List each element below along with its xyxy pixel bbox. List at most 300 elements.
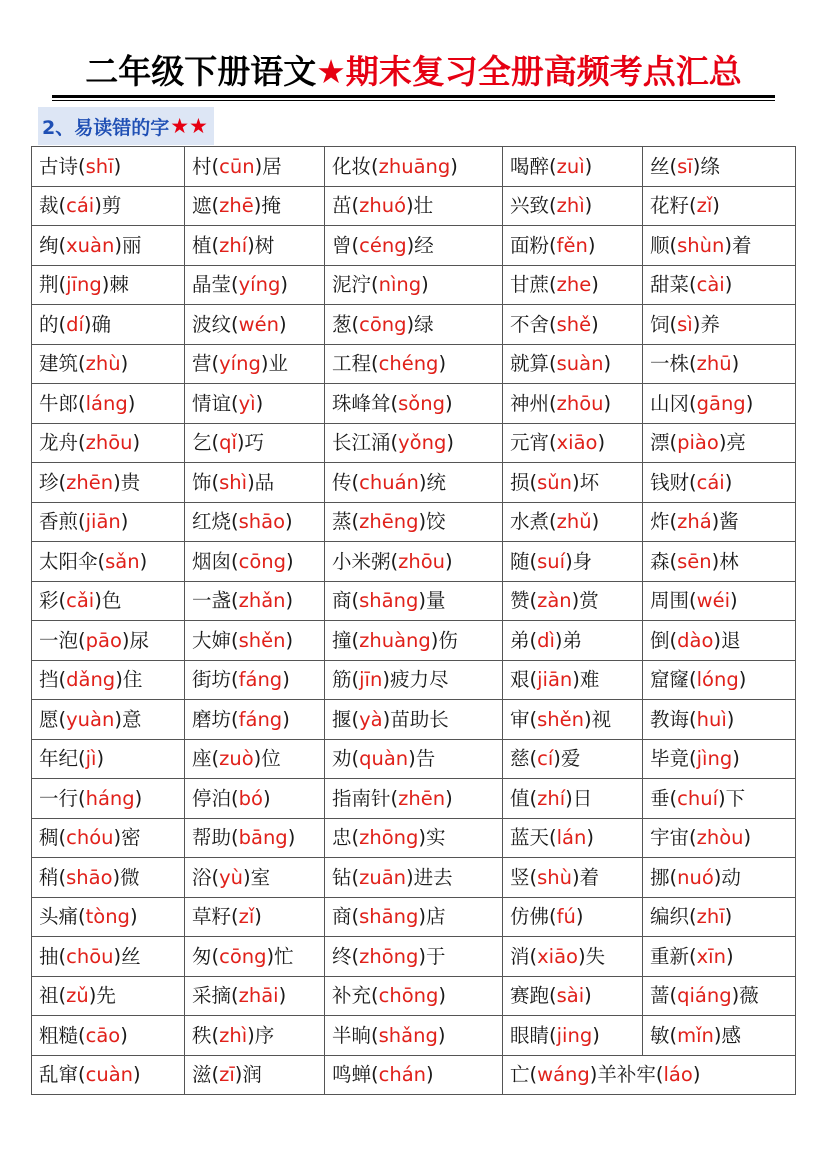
word-text-suffix: 丝 bbox=[121, 944, 141, 968]
pinyin: sǔn bbox=[537, 470, 573, 494]
word-cell: 花籽(zǐ) bbox=[643, 186, 796, 226]
word-text: 挡 bbox=[39, 668, 59, 691]
pinyin: fěn bbox=[556, 233, 588, 257]
word-text: 晶莹 bbox=[192, 273, 232, 296]
word-cell: 审(shěn)视 bbox=[503, 700, 643, 740]
word-text: 座 bbox=[192, 747, 212, 770]
title-underline-thin bbox=[52, 100, 775, 101]
word-text: 龙舟 bbox=[39, 431, 79, 454]
pinyin: dì bbox=[537, 628, 555, 652]
word-text: 曾 bbox=[332, 233, 352, 257]
word-text: 帮助 bbox=[192, 826, 232, 849]
word-cell: 消(xiāo)失 bbox=[503, 937, 643, 977]
word-text: 艰 bbox=[510, 668, 530, 691]
pinyin: jì bbox=[85, 747, 97, 770]
word-text-suffix: 丽 bbox=[121, 233, 142, 257]
word-text: 花籽 bbox=[650, 194, 690, 217]
word-cell: 山冈(gāng) bbox=[643, 384, 796, 424]
word-cell: 抽(chōu)丝 bbox=[32, 937, 185, 977]
word-text-suffix: 爱 bbox=[560, 747, 581, 770]
word-cell: 毕竟(jìng) bbox=[643, 739, 796, 779]
word-cell: 村(cūn)居 bbox=[185, 147, 325, 187]
pinyin: cǎi bbox=[66, 589, 95, 612]
pinyin: zuò bbox=[219, 747, 254, 770]
pinyin: bó bbox=[238, 786, 263, 810]
word-text-suffix: 量 bbox=[425, 589, 446, 612]
word-text: 一行 bbox=[39, 786, 79, 810]
word-cell: 植(zhí)树 bbox=[185, 226, 325, 266]
pinyin: bāng bbox=[238, 826, 288, 849]
word-cell: 宇宙(zhòu) bbox=[643, 818, 796, 858]
pinyin: háng bbox=[85, 786, 135, 810]
word-text: 重新 bbox=[650, 944, 690, 968]
word-text: 钱财 bbox=[650, 470, 690, 494]
word-text: 补充 bbox=[332, 984, 372, 1007]
section-label: 2、易读错的字 bbox=[42, 116, 170, 139]
word-cell: 随(suí)身 bbox=[503, 542, 643, 582]
word-text-suffix: 感 bbox=[721, 1023, 742, 1047]
word-text-suffix: 住 bbox=[122, 668, 143, 691]
word-cell: 一泡(pāo)尿 bbox=[32, 621, 185, 661]
word-text: 采摘 bbox=[192, 984, 232, 1007]
word-text-suffix: 室 bbox=[250, 865, 271, 889]
word-text-suffix: 日 bbox=[572, 786, 593, 810]
word-cell: 鸣蝉(chán) bbox=[325, 1055, 503, 1095]
word-cell: 丝(sī)绦 bbox=[643, 147, 796, 187]
word-text: 头痛 bbox=[39, 905, 79, 928]
word-text: 竖 bbox=[510, 865, 530, 889]
word-cell: 波纹(wén) bbox=[185, 305, 325, 345]
page-title bbox=[0, 50, 827, 94]
word-text: 顺 bbox=[650, 233, 670, 257]
pinyin: zhuàng bbox=[359, 628, 431, 652]
word-cell: 年纪(jì) bbox=[32, 739, 185, 779]
word-text: 面粉 bbox=[510, 233, 550, 257]
pinyin: cōng bbox=[219, 944, 267, 968]
word-text: 秩 bbox=[192, 1023, 212, 1047]
word-text: 随 bbox=[510, 549, 530, 573]
word-text: 珠峰耸 bbox=[332, 391, 391, 415]
pinyin: yǒng bbox=[398, 431, 447, 454]
word-cell: 香煎(jiān) bbox=[32, 502, 185, 542]
word-cell: 秩(zhì)序 bbox=[185, 1016, 325, 1056]
word-cell: 磨坊(fáng) bbox=[185, 700, 325, 740]
word-cell: 商(shāng)量 bbox=[325, 581, 503, 621]
pinyin: fú bbox=[556, 905, 576, 928]
pinyin: jing bbox=[556, 1023, 593, 1047]
title-underline bbox=[52, 95, 775, 98]
pinyin: chōng bbox=[378, 984, 439, 1007]
word-cell: 劝(quàn)告 bbox=[325, 739, 503, 779]
word-text: 就算 bbox=[510, 352, 550, 375]
word-text: 劝 bbox=[332, 747, 352, 770]
pinyin: zhuó bbox=[359, 194, 407, 217]
pinyin: cí bbox=[537, 747, 554, 770]
word-cell: 饰(shì)品 bbox=[185, 463, 325, 503]
table-row bbox=[32, 739, 796, 779]
word-text: 蔷 bbox=[650, 984, 670, 1007]
pinyin: gāng bbox=[696, 391, 746, 415]
pinyin: mǐn bbox=[677, 1023, 714, 1047]
word-text-suffix: 进去 bbox=[413, 865, 453, 889]
word-text-suffix: 亮 bbox=[726, 431, 746, 454]
word-cell: 稍(shāo)微 bbox=[32, 858, 185, 898]
word-text: 化妆 bbox=[332, 154, 372, 178]
word-text: 兴致 bbox=[510, 194, 550, 217]
word-cell: 指南针(zhēn) bbox=[325, 779, 503, 819]
word-text-suffix: 视 bbox=[591, 707, 612, 731]
pinyin: dào bbox=[677, 628, 714, 652]
word-text: 毕竟 bbox=[650, 747, 690, 770]
pinyin: zhǔ bbox=[556, 510, 592, 533]
word-cell: 钻(zuān)进去 bbox=[325, 858, 503, 898]
word-cell: 珍(zhēn)贵 bbox=[32, 463, 185, 503]
table-row bbox=[32, 305, 796, 345]
pinyin: qǐ bbox=[219, 431, 237, 454]
word-cell: 兴致(zhì) bbox=[503, 186, 643, 226]
word-cell: 蓝天(lán) bbox=[503, 818, 643, 858]
pinyin: xuàn bbox=[66, 233, 115, 257]
word-cell: 愿(yuàn)意 bbox=[32, 700, 185, 740]
word-text: 甘蔗 bbox=[510, 273, 550, 296]
word-text: 终 bbox=[332, 944, 352, 968]
word-text: 损 bbox=[510, 470, 530, 494]
word-text-suffix: 实 bbox=[426, 826, 446, 849]
pinyin: cōng bbox=[238, 549, 287, 573]
pinyin: zhēng bbox=[359, 510, 419, 533]
pinyin: wéi bbox=[696, 589, 730, 612]
pinyin: quàn bbox=[359, 747, 409, 770]
word-text: 小米粥 bbox=[332, 549, 391, 573]
word-text: 揠 bbox=[332, 707, 352, 731]
word-text: 教诲 bbox=[650, 707, 690, 731]
word-text-suffix: 统 bbox=[426, 470, 446, 494]
pinyin: shāng bbox=[359, 905, 419, 928]
table-row bbox=[32, 621, 796, 661]
word-text: 商 bbox=[332, 589, 352, 612]
pinyin: pāo bbox=[85, 628, 122, 652]
word-text-suffix: 品 bbox=[254, 470, 275, 494]
word-text: 太阳伞 bbox=[39, 549, 98, 573]
word-text-suffix: 苗助长 bbox=[390, 707, 449, 731]
word-text: 牛郎 bbox=[39, 391, 79, 415]
word-cell: 营(yíng)业 bbox=[185, 344, 325, 384]
word-cell: 甜菜(cài) bbox=[643, 265, 796, 305]
table-row bbox=[32, 818, 796, 858]
word-text: 情谊 bbox=[192, 391, 232, 415]
word-cell: 一盏(zhǎn) bbox=[185, 581, 325, 621]
pinyin: zhū bbox=[696, 352, 732, 375]
word-text: 长江涌 bbox=[332, 431, 391, 454]
word-cell: 甘蔗(zhe) bbox=[503, 265, 643, 305]
word-cell: 采摘(zhāi) bbox=[185, 976, 325, 1016]
word-text: 的 bbox=[39, 312, 59, 336]
word-text-suffix: 确 bbox=[91, 312, 112, 336]
pinyin: jīng bbox=[66, 273, 102, 296]
pinyin: cái bbox=[696, 470, 725, 494]
word-text-suffix: 意 bbox=[121, 707, 142, 731]
word-cell: 森(sēn)林 bbox=[643, 542, 796, 582]
pinyin: chóu bbox=[66, 826, 114, 849]
word-text: 筋 bbox=[332, 668, 352, 691]
word-cell: 遮(zhē)掩 bbox=[185, 186, 325, 226]
section-heading bbox=[38, 107, 214, 145]
word-text-suffix: 赏 bbox=[579, 589, 599, 612]
word-text: 荆 bbox=[39, 273, 59, 296]
word-text: 敏 bbox=[650, 1023, 670, 1047]
word-cell: 元宵(xiāo) bbox=[503, 423, 643, 463]
word-cell: 就算(suàn) bbox=[503, 344, 643, 384]
word-text: 波纹 bbox=[192, 312, 232, 336]
table-row bbox=[32, 937, 796, 977]
word-cell: 慈(cí)爱 bbox=[503, 739, 643, 779]
pinyin: yíng bbox=[238, 273, 281, 296]
word-text: 神州 bbox=[510, 391, 550, 415]
pinyin: tòng bbox=[85, 905, 130, 928]
word-cell: 倒(dào)退 bbox=[643, 621, 796, 661]
word-text: 营 bbox=[192, 352, 212, 375]
pinyin: zǐ bbox=[696, 194, 713, 217]
word-text: 慈 bbox=[510, 747, 530, 770]
pinyin: zhē bbox=[219, 194, 254, 217]
word-text-suffix: 忙 bbox=[274, 944, 294, 968]
pinyin: láng bbox=[85, 391, 128, 415]
word-cell: 敏(mǐn)感 bbox=[643, 1016, 796, 1056]
word-text: 香煎 bbox=[39, 510, 79, 533]
pinyin: sǒng bbox=[398, 391, 445, 415]
word-text-suffix: 微 bbox=[120, 865, 140, 889]
pinyin: piào bbox=[677, 431, 719, 454]
word-text-suffix: 贵 bbox=[120, 470, 141, 494]
word-cell: 太阳伞(sǎn) bbox=[32, 542, 185, 582]
word-cell: 大婶(shěn) bbox=[185, 621, 325, 661]
word-text: 浴 bbox=[192, 865, 212, 889]
pinyin: chuán bbox=[359, 470, 419, 494]
word-text: 甜菜 bbox=[650, 273, 690, 296]
word-cell: 草籽(zǐ) bbox=[185, 897, 325, 937]
word-text: 彩 bbox=[39, 589, 59, 612]
word-text-suffix: 难 bbox=[579, 668, 600, 691]
word-cell: 挡(dǎng)住 bbox=[32, 660, 185, 700]
table-row bbox=[32, 1055, 796, 1095]
pinyin: zhōng bbox=[359, 944, 419, 968]
pinyin: sì bbox=[677, 312, 693, 336]
word-cell: 撞(zhuàng)伤 bbox=[325, 621, 503, 661]
word-cell: 龙舟(zhōu) bbox=[32, 423, 185, 463]
word-cell: 葱(cōng)绿 bbox=[325, 305, 503, 345]
pinyin: qiáng bbox=[677, 984, 732, 1007]
word-cell: 蒸(zhēng)饺 bbox=[325, 502, 503, 542]
word-text: 值 bbox=[510, 786, 530, 810]
pinyin: cài bbox=[696, 273, 725, 296]
pinyin: chéng bbox=[378, 352, 439, 375]
table-row bbox=[32, 423, 796, 463]
word-text: 炸 bbox=[650, 510, 670, 533]
word-cell: 的(dí)确 bbox=[32, 305, 185, 345]
word-text-suffix: 退 bbox=[721, 628, 741, 652]
table-row bbox=[32, 779, 796, 819]
word-text-suffix: 经 bbox=[414, 233, 434, 257]
pinyin: yíng bbox=[219, 352, 261, 375]
word-cell: 筋(jīn)疲力尽 bbox=[325, 660, 503, 700]
word-text: 编织 bbox=[650, 905, 690, 928]
word-text: 停泊 bbox=[192, 786, 232, 810]
word-cell: 垂(chuí)下 bbox=[643, 779, 796, 819]
word-text: 乞 bbox=[192, 431, 212, 454]
word-cell: 忠(zhōng)实 bbox=[325, 818, 503, 858]
pinyin: shāo bbox=[66, 865, 113, 889]
pinyin: jiān bbox=[537, 668, 573, 691]
pinyin: shāng bbox=[359, 589, 419, 612]
word-cell: 座(zuò)位 bbox=[185, 739, 325, 779]
word-text: 山冈 bbox=[650, 391, 690, 415]
word-text: 半晌 bbox=[332, 1023, 372, 1047]
word-text: 绚 bbox=[39, 233, 59, 257]
word-text: 一株 bbox=[650, 352, 690, 375]
title-black: 二年级下册语文 bbox=[85, 52, 317, 91]
pinyin: zhì bbox=[556, 194, 585, 217]
word-text: 葱 bbox=[332, 312, 352, 336]
pinyin: cōng bbox=[359, 312, 407, 336]
word-text: 愿 bbox=[39, 707, 59, 731]
word-text: 垂 bbox=[650, 786, 670, 810]
word-text-suffix: 身 bbox=[572, 549, 593, 573]
word-text: 仿佛 bbox=[510, 905, 550, 928]
pinyin: chōu bbox=[66, 944, 114, 968]
word-cell: 顺(shùn)着 bbox=[643, 226, 796, 266]
pinyin: cuàn bbox=[85, 1063, 134, 1086]
word-text: 饰 bbox=[192, 470, 212, 494]
word-text: 蓝天 bbox=[510, 826, 550, 849]
pinyin: wén bbox=[238, 312, 279, 336]
pinyin: wáng bbox=[537, 1063, 590, 1086]
pinyin: shěn bbox=[238, 628, 286, 652]
word-text: 祖 bbox=[39, 984, 59, 1007]
pinyin: shù bbox=[537, 865, 573, 889]
word-cell: 小米粥(zhōu) bbox=[325, 542, 503, 582]
word-cell: 商(shāng)店 bbox=[325, 897, 503, 937]
pinyin: sī bbox=[677, 154, 693, 178]
pinyin: zhǎn bbox=[238, 589, 286, 612]
word-cell: 乱窜(cuàn) bbox=[32, 1055, 185, 1095]
word-text-suffix: 巧 bbox=[244, 431, 265, 454]
table-row bbox=[32, 700, 796, 740]
word-cell: 赞(zàn)赏 bbox=[503, 581, 643, 621]
table-row bbox=[32, 147, 796, 187]
word-text: 忠 bbox=[332, 826, 352, 849]
word-text: 弟 bbox=[510, 628, 530, 652]
word-text: 鸣蝉 bbox=[332, 1063, 372, 1086]
pinyin: céng bbox=[359, 233, 407, 257]
word-text: 赛跑 bbox=[510, 984, 550, 1007]
word-cell: 帮助(bāng) bbox=[185, 818, 325, 858]
pinyin: zhe bbox=[556, 273, 592, 296]
pinyin: zhí bbox=[537, 786, 566, 810]
word-table-body bbox=[32, 147, 796, 1095]
word-text: 一泡 bbox=[39, 628, 79, 652]
pinyin: zhēn bbox=[398, 786, 446, 810]
word-cell: 彩(cǎi)色 bbox=[32, 581, 185, 621]
pinyin: zhù bbox=[85, 352, 121, 375]
word-text: 元宵 bbox=[510, 431, 550, 454]
word-text-suffix: 掩 bbox=[261, 194, 281, 217]
word-text: 水煮 bbox=[510, 510, 550, 533]
word-cell: 眼睛(jing) bbox=[503, 1016, 643, 1056]
word-text-suffix: 润 bbox=[242, 1063, 262, 1086]
word-text: 饲 bbox=[650, 312, 670, 336]
word-cell: 粗糙(cāo) bbox=[32, 1016, 185, 1056]
word-text: 匆 bbox=[192, 944, 212, 968]
word-cell: 传(chuán)统 bbox=[325, 463, 503, 503]
word-cell: 炸(zhá)酱 bbox=[643, 502, 796, 542]
word-text-suffix: 下 bbox=[725, 786, 746, 810]
word-text: 眼睛 bbox=[510, 1023, 550, 1047]
pinyin: shǎng bbox=[378, 1023, 438, 1047]
word-cell: 弟(dì)弟 bbox=[503, 621, 643, 661]
table-row bbox=[32, 976, 796, 1016]
word-text-suffix: 业 bbox=[268, 352, 288, 375]
word-cell: 荆(jīng)棘 bbox=[32, 265, 185, 305]
table-row bbox=[32, 858, 796, 898]
word-cell: 亡(wáng)羊补牢(láo) bbox=[503, 1055, 796, 1095]
pinyin: cái bbox=[66, 194, 95, 217]
pinyin: zǔ bbox=[66, 984, 89, 1007]
word-cell: 面粉(fěn) bbox=[503, 226, 643, 266]
word-text: 不舍 bbox=[510, 312, 550, 336]
word-cell: 半晌(shǎng) bbox=[325, 1016, 503, 1056]
word-text-suffix: 伤 bbox=[438, 628, 458, 652]
word-text-suffix: 尿 bbox=[129, 628, 150, 652]
word-text: 传 bbox=[332, 470, 352, 494]
word-cell: 工程(chéng) bbox=[325, 344, 503, 384]
word-text: 商 bbox=[332, 905, 352, 928]
table-row bbox=[32, 502, 796, 542]
pinyin: dǎng bbox=[66, 668, 116, 691]
pinyin: huì bbox=[696, 707, 727, 731]
word-text-suffix: 密 bbox=[121, 826, 141, 849]
word-text-suffix: 疲力尽 bbox=[389, 668, 449, 691]
title-star-icon: ★ bbox=[316, 52, 346, 91]
word-cell: 化妆(zhuāng) bbox=[325, 147, 503, 187]
word-cell: 重新(xīn) bbox=[643, 937, 796, 977]
pinyin: sǎn bbox=[105, 549, 140, 573]
pinyin: zhōu bbox=[398, 549, 446, 573]
word-text-suffix: 绦 bbox=[700, 154, 720, 178]
word-text-suffix: 坏 bbox=[579, 470, 600, 494]
word-text: 审 bbox=[510, 707, 530, 731]
pinyin: zhōu bbox=[85, 431, 133, 454]
pinyin: zhuāng bbox=[378, 154, 451, 178]
word-cell: 漂(piào)亮 bbox=[643, 423, 796, 463]
word-cell: 终(zhōng)于 bbox=[325, 937, 503, 977]
word-cell: 揠(yà)苗助长 bbox=[325, 700, 503, 740]
section-stars-icon: ★★ bbox=[170, 114, 208, 138]
pinyin: cāo bbox=[85, 1023, 121, 1047]
pinyin: zhí bbox=[219, 233, 248, 257]
word-cell: 浴(yù)室 bbox=[185, 858, 325, 898]
word-text: 磨坊 bbox=[192, 707, 232, 731]
word-text: 撞 bbox=[332, 628, 352, 652]
word-cell: 窟窿(lóng) bbox=[643, 660, 796, 700]
word-cell: 滋(zī)润 bbox=[185, 1055, 325, 1095]
word-cell: 赛跑(sài) bbox=[503, 976, 643, 1016]
word-cell: 喝醉(zuì) bbox=[503, 147, 643, 187]
pinyin: láo bbox=[663, 1063, 693, 1086]
word-text: 蒸 bbox=[332, 510, 352, 533]
word-cell: 泥泞(nìng) bbox=[325, 265, 503, 305]
word-cell: 挪(nuó)动 bbox=[643, 858, 796, 898]
word-text: 粗糙 bbox=[39, 1023, 79, 1047]
